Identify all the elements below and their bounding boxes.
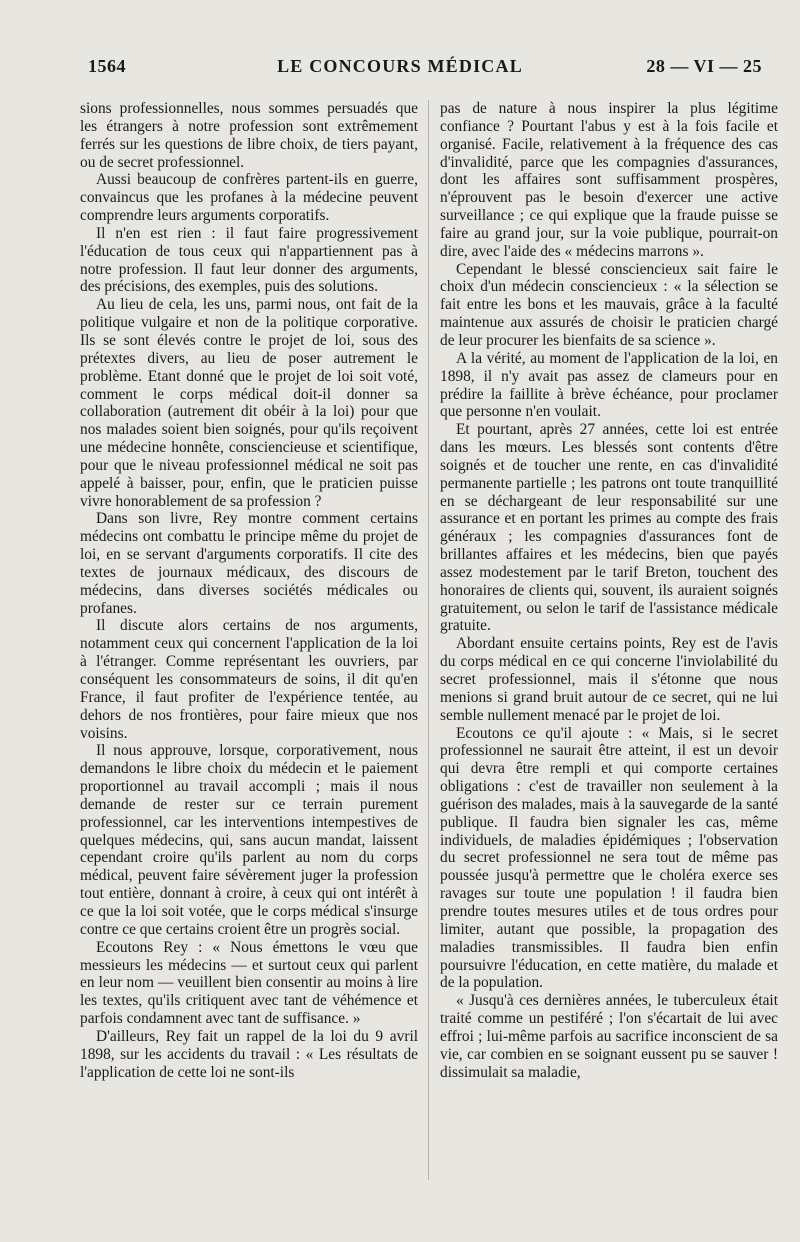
paragraph: Au lieu de cela, les uns, parmi nous, ont fait de la politique vulgaire et non de la politique corporative. Ils se sont élevés contre le projet de loi, sous des prétextes divers, au lieu de poser autrement le problème. Etant donné que le projet de loi soit voté, comment le corps médical doit-il donner sa collaboration (autrement dit obéir à la loi) pour que nos malades soient bien soignés, pour qu'ils reçoivent une médecine honnête, consciencieuse et scientifique, pour que le niveau professionnel médical ne soit pas appelé à baisser, pour, enfin, que le praticien puisse vivre honorablement de sa profession ? bbox=[80, 296, 418, 510]
paragraph: pas de nature à nous inspirer la plus légitime confiance ? Pourtant l'abus y est à la fois facile et organisé. Facile, relativement à la fréquence des cas d'invalidité, parce que les compagnies d'assurances, dont les affaires sont suffisamment prospères, n'éprouvent pas le besoin d'exercer une active surveillance ; ce qui explique que la fraude puisse se faire au grand jour, sur la voie publique, pourrait-on dire, avec l'aide des « médecins marrons ». bbox=[440, 100, 778, 260]
paragraph: Ecoutons ce qu'il ajoute : « Mais, si le secret professionnel ne saurait être atteint, il est un devoir qui devra être rempli et qui comporte certaines obligations : c'est de travailler non seulement à la guérison des malades, mais à la sauvegarde de la santé publique. Il faudra bien signaler les cas, même individuels, de maladies épidémiques ; l'observation du secret professionnel ne sera tout de même pas poussée jusqu'à permettre que le choléra exerce ses ravages sur toute une population ! il faudra bien prendre toutes mesures utiles et de tous ordres pour limiter, autant que possible, la propagation des maladies transmissibles. Il faudra bien enfin poursuivre l'éducation, en cette matière, du malade et de la population. bbox=[440, 724, 778, 992]
column-divider bbox=[428, 100, 429, 1180]
paragraph: D'ailleurs, Rey fait un rappel de la loi du 9 avril 1898, sur les accidents du travail : « Les résultats de l'application de cette loi ne sont-ils bbox=[80, 1027, 418, 1081]
paragraph: sions professionnelles, nous sommes persuadés que les étrangers à notre profession sont extrêmement ferrés sur les questions de libre choix, de tiers payant, ou de secret professionnel. bbox=[80, 100, 418, 171]
paragraph: Abordant ensuite certains points, Rey est de l'avis du corps médical en ce qui concerne l'inviolabilité du secret professionnel, mais il s'étonne que nous menions si grand bruit autour de ce secret, qui ne lui semble nullement menacé par le projet de loi. bbox=[440, 635, 778, 724]
paragraph: Cependant le blessé consciencieux sait faire le choix d'un médecin consciencieux : « la sélection se fait entre les bons et les mauvais, grâce à la faculté maintenue aux assurés de choisir le praticien chargé de leur procurer les bienfaits de sa science ». bbox=[440, 260, 778, 349]
paragraph: Dans son livre, Rey montre comment certains médecins ont combattu le principe même du projet de loi, en se servant d'arguments corporatifs. Il cite des textes de journaux médicaux, des discours de médecins, dans diverses sociétés médicales ou profanes. bbox=[80, 510, 418, 617]
paragraph: Il n'en est rien : il faut faire progressivement l'éducation de tous ceux qui n'appartiennent pas à notre profession. Il faut leur donner des arguments, des précisions, des exemples, puis des solutions. bbox=[80, 224, 418, 296]
running-header bbox=[0, 54, 800, 84]
paragraph: Aussi beaucoup de confrères partent-ils en guerre, convaincus que les profanes à la médecine peuvent comprendre leurs arguments corporatifs. bbox=[80, 171, 418, 225]
paragraph: Il nous approuve, lorsque, corporativement, nous demandons le libre choix du médecin et le paiement proportionnel au travail accompli ; mais il nous demande de rester sur ce terrain purement professionnel, car les interventions intempestives de quelques médecins, qui, sans aucun mandat, laissent cependant croire qu'ils parlent au nom du corps médical, peuvent faire sévèrement juger la profession tout entière, donnant à croire, à ceux qui ont intérêt à ce que la loi soit votée, que le corps médical s'insurge contre ce que certains croient être un progrès social. bbox=[80, 742, 418, 938]
journal-title: LE CONCOURS MÉDICAL bbox=[277, 56, 523, 76]
paragraph: A la vérité, au moment de l'application de la loi, en 1898, il n'y avait pas assez de clameurs pour en prédire la faillite à brève échéance, pour proclamer que personne n'en voulait. bbox=[440, 349, 778, 421]
issue-date: 28 — VI — 25 bbox=[646, 56, 762, 76]
paragraph: « Jusqu'à ces dernières années, le tuberculeux était traité comme un pestiféré ; l'on s'écartait de lui avec effroi ; lui-même parfois au sacrifice inconscient de sa vie, car combien en se soignant eussent pu se sauver ! dissimulait sa maladie, bbox=[440, 992, 778, 1081]
paragraph: Il discute alors certains de nos arguments, notamment ceux qui concernent l'application de la loi à l'étranger. Comme représentant les ouvriers, par conséquent les consommateurs de soins, il dit qu'en France, il faut profiter de l'expérience tentée, au dehors de nos frontières, pour faire mieux que nos voisins. bbox=[80, 617, 418, 742]
page-number: 1564 bbox=[88, 56, 126, 76]
paragraph: Et pourtant, après 27 années, cette loi est entrée dans les mœurs. Les blessés sont contents d'être soignés et de toucher une rente, en cas d'invalidité permanente partielle ; les patrons ont toute tranquillité en se déchargeant de leur responsabilité sur une assurance et en portant les primes au compte des frais généraux ; les compagnies d'assurances font de brillantes affaires et les médecins, bien que payés assez modestement par le tarif Breton, touchent des honoraires de clients qui, souvent, ils auraient soignés gratuitement, ou selon le tarif de l'assistance médicale gratuite. bbox=[440, 421, 778, 635]
right-column bbox=[440, 100, 778, 1081]
paragraph: Ecoutons Rey : « Nous émettons le vœu que messieurs les médecins — et surtout ceux qui parlent en leur nom — veuillent bien consentir au moins à lire les textes, qu'ils critiquent avec tant de véhémence et parfois condamnent avec tant de suffisance. » bbox=[80, 938, 418, 1028]
left-column bbox=[80, 100, 418, 1081]
